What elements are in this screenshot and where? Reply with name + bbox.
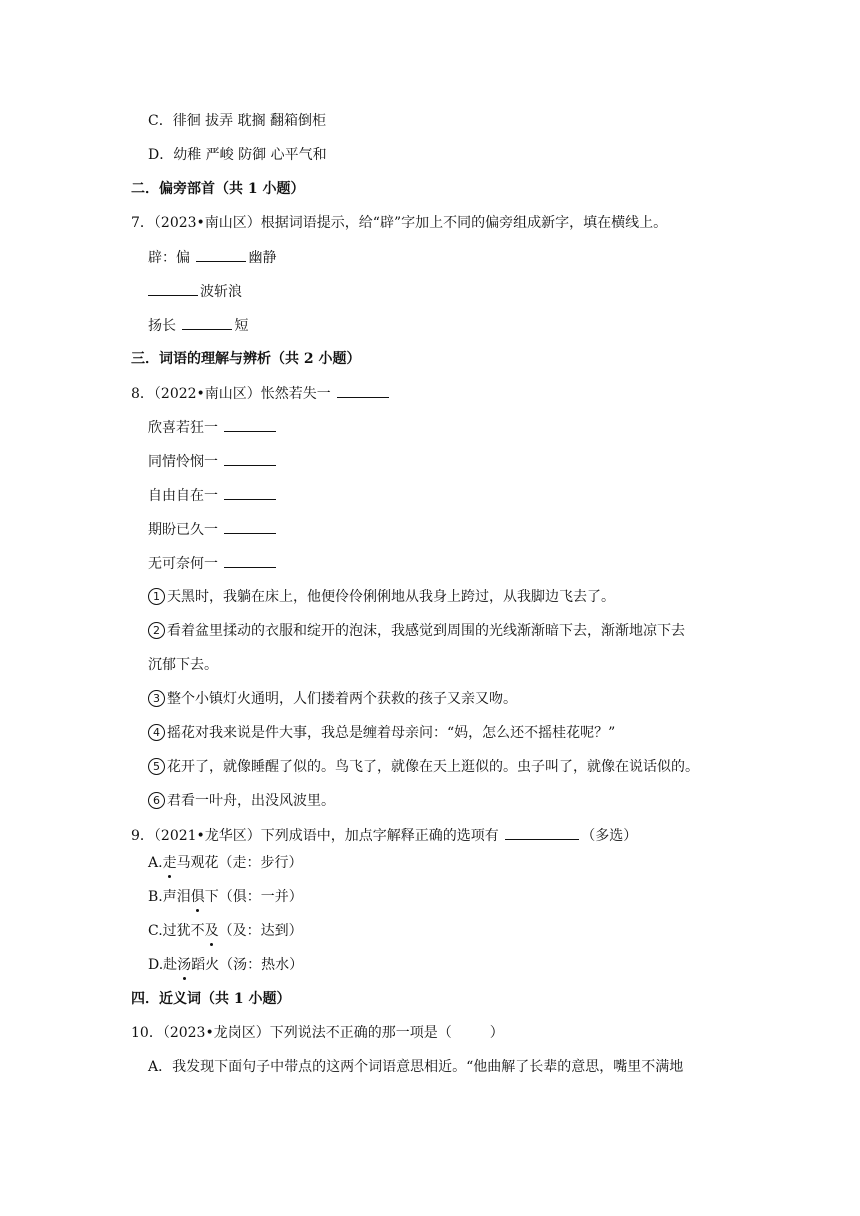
- answer-blank[interactable]: [224, 553, 276, 568]
- q6-option-c: C．徘徊 拔弄 耽搁 翻箱倒柜: [148, 113, 327, 129]
- q8-sentence-text: 花开了，就像睡醒了似的。鸟飞了，就像在天上逛似的。虫子叫了，就像在说话似的。: [167, 759, 699, 775]
- q8-item-2: [148, 451, 278, 472]
- circled-number: 6: [148, 792, 165, 809]
- q7-stem: 7．（2023•南山区）根据词语提示，给“辟”字加上不同的偏旁组成新字，填在横线上。: [131, 215, 668, 231]
- q8-sentence-2-cont: 沉郁下去。: [148, 657, 218, 673]
- section-heading-4: 四．近义词（共 1 小题）: [131, 991, 291, 1007]
- q10-option-a: A．我发现下面句子中带点的这两个词语意思相近。“他曲解了长辈的意思，嘴里不满地: [148, 1059, 684, 1075]
- answer-blank[interactable]: [337, 383, 389, 398]
- q8-sentence-3: [148, 689, 517, 709]
- q9-option-c: [148, 921, 303, 941]
- option-prefix: D.赴: [148, 957, 178, 973]
- answer-blank[interactable]: [224, 417, 276, 432]
- q8-sentence-4: [148, 723, 615, 743]
- q8-sentence-2: [148, 621, 685, 641]
- option-prefix: C.过犹不: [148, 923, 205, 939]
- option-text: 下（俱：一并）: [204, 889, 303, 905]
- q8-stem-text: 8．（2022•南山区）怅然若失一: [131, 386, 336, 402]
- q8-sentence-6: [148, 791, 335, 811]
- q8-sentence-text: 君看一叶舟，出没风波里。: [167, 793, 335, 809]
- answer-blank[interactable]: [224, 485, 276, 500]
- answer-blank[interactable]: [148, 281, 198, 296]
- answer-blank[interactable]: [196, 247, 246, 262]
- q7-line-3-prefix: 扬长: [148, 318, 181, 334]
- q7-line-2: [148, 281, 242, 302]
- circled-number: 4: [148, 724, 165, 741]
- option-prefix: A.: [148, 855, 163, 871]
- circled-number: 2: [148, 622, 165, 639]
- q8-stem: [131, 383, 391, 404]
- q9-option-a: [148, 853, 303, 873]
- q8-sentence-text: 看着盆里揉动的衣服和绽开的泡沫，我感觉到周围的光线渐渐暗下去，渐渐地凉下去: [167, 623, 685, 639]
- circled-number: 3: [148, 690, 165, 707]
- option-text: 马观花（走：步行）: [176, 855, 303, 871]
- q8-item-label: 期盼已久一: [148, 522, 223, 538]
- q9-option-d: [148, 955, 303, 975]
- q7-line-1: [148, 247, 276, 268]
- dotted-character: 俱: [190, 889, 205, 905]
- q8-item-label: 无可奈何一: [148, 556, 223, 572]
- q8-item-label: 欣喜若狂一: [148, 420, 223, 436]
- q8-sentence-text: 天黑时，我躺在床上，他便伶伶俐俐地从我身上跨过，从我脚边飞去了。: [167, 589, 615, 605]
- q6-option-d: D．幼稚 严峻 防御 心平气和: [148, 147, 327, 163]
- q9-stem: [131, 825, 637, 846]
- q7-line-3-suffix: 短: [234, 318, 249, 334]
- q8-item-1: [148, 417, 278, 438]
- dotted-character: 走: [162, 855, 177, 871]
- q8-sentence-text: 摇花对我来说是件大事，我总是缠着母亲问：“妈，怎么还不摇桂花呢？”: [167, 725, 616, 741]
- answer-blank[interactable]: [224, 519, 276, 534]
- q7-line-1-prefix: 辟：偏: [148, 250, 195, 266]
- dotted-character: 汤: [177, 957, 192, 973]
- circled-number: 5: [148, 758, 165, 775]
- q8-item-label: 同情怜悯一: [148, 454, 223, 470]
- q9-option-b: [148, 887, 303, 907]
- q10-stem: [131, 1023, 504, 1043]
- q10-stem-close: ）: [489, 1025, 504, 1041]
- q8-sentence-text: 整个小镇灯火通明，人们搂着两个获救的孩子又亲又吻。: [167, 691, 517, 707]
- answer-blank[interactable]: [224, 451, 276, 466]
- answer-blank[interactable]: [505, 825, 579, 840]
- option-prefix: B.声泪: [148, 889, 191, 905]
- q8-sentence-5: [148, 757, 699, 777]
- q7-line-2-suffix: 波斩浪: [200, 284, 242, 300]
- q8-item-5: [148, 553, 278, 574]
- q10-stem-text: 10．（2023•龙岗区）下列说法不正确的那一项是（: [131, 1025, 452, 1041]
- q8-sentence-1: [148, 587, 615, 607]
- option-text: （及：达到）: [218, 923, 303, 939]
- q8-item-label: 自由自在一: [148, 488, 223, 504]
- q8-item-3: [148, 485, 278, 506]
- q8-item-4: [148, 519, 278, 540]
- q9-stem-note: （多选）: [581, 828, 638, 844]
- q7-line-1-suffix: 幽静: [248, 250, 277, 266]
- dotted-character: 及: [204, 923, 219, 939]
- answer-blank[interactable]: [182, 315, 232, 330]
- section-heading-3: 三．词语的理解与辨析（共 2 小题）: [131, 351, 361, 367]
- q9-stem-text: 9．（2021•龙华区）下列成语中，加点字解释正确的选项有: [131, 828, 504, 844]
- circled-number: 1: [148, 588, 165, 605]
- option-text: 蹈火（汤：热水）: [191, 957, 304, 973]
- q7-line-3: [148, 315, 248, 336]
- section-heading-2: 二．偏旁部首（共 1 小题）: [131, 181, 305, 197]
